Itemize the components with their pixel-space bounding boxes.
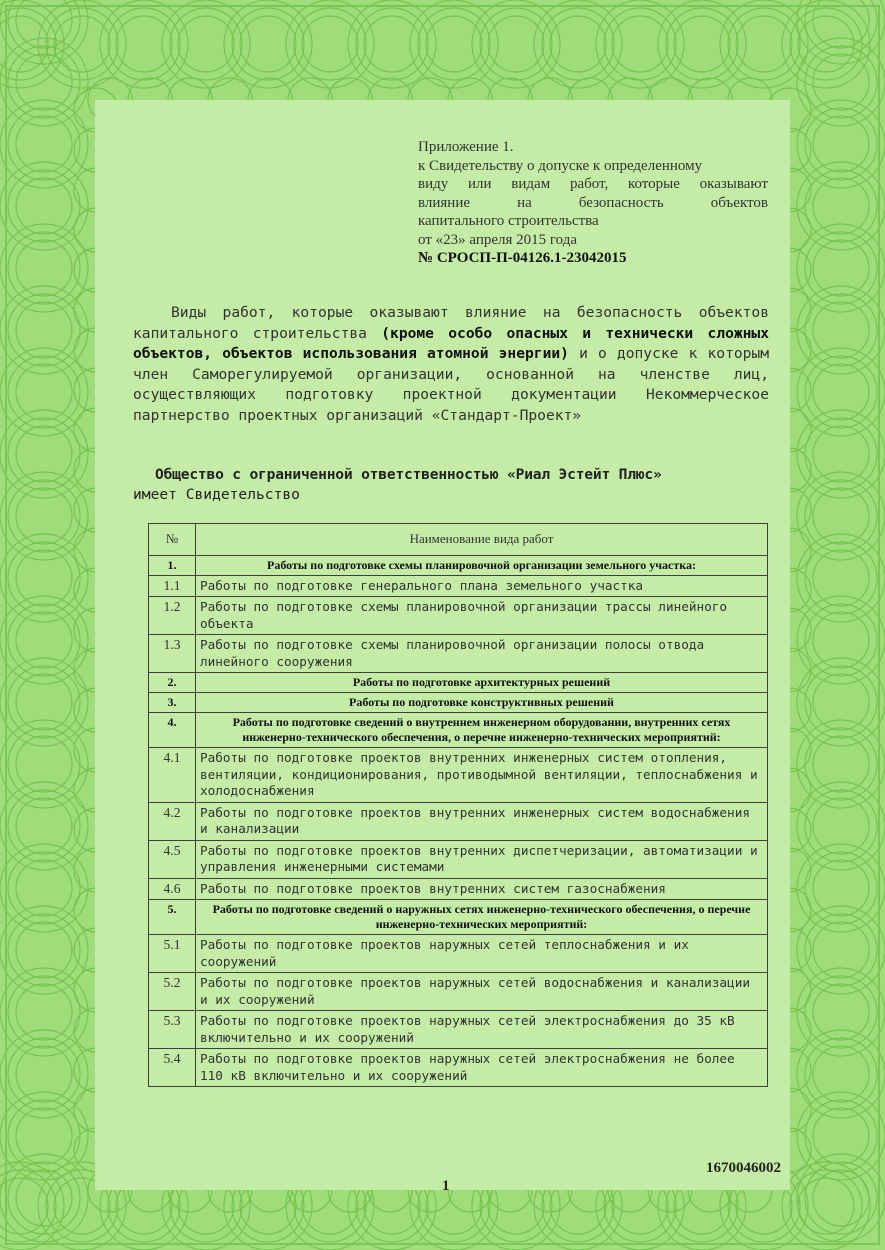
row-number: 1.3	[149, 635, 196, 673]
table-section-row	[149, 900, 768, 935]
table-row	[149, 597, 768, 635]
row-work-name: Работы по подготовке проектов наружных сетей электроснабжения не более 110 кВ включительно и их сооружений	[196, 1049, 768, 1087]
table-row	[149, 1011, 768, 1049]
row-work-name: Работы по подготовке проектов наружных сетей теплоснабжения и их сооружений	[196, 935, 768, 973]
table-header-num: №	[149, 524, 196, 556]
row-work-name: Работы по подготовке сведений о наружных сетях инженерно-технического обеспечения, о перечне инженерно-технических мероприятий:	[196, 900, 768, 935]
appendix-line: влияние на безопасность объектов	[418, 194, 768, 211]
row-work-name: Работы по подготовке проектов внутренних диспетчеризации, автоматизации и управления инженерными системами	[196, 840, 768, 878]
row-work-name: Работы по подготовке схемы планировочной организации земельного участка:	[196, 555, 768, 575]
row-work-name: Работы по подготовке архитектурных решений	[196, 673, 768, 693]
row-number: 5.3	[149, 1011, 196, 1049]
row-work-name: Работы по подготовке схемы планировочной организации полосы отвода линейного сооружения	[196, 635, 768, 673]
row-number: 1.	[149, 555, 196, 575]
row-work-name: Работы по подготовке проектов наружных сетей электроснабжения до 35 кВ включительно и их сооружений	[196, 1011, 768, 1049]
row-work-name: Работы по подготовке сведений о внутреннем инженерном оборудовании, внутренних сетях инженерно-технического обеспечения, о перечне инженерно-технических мероприятий:	[196, 713, 768, 748]
table-row	[149, 748, 768, 803]
appendix-line: к Свидетельству о допуске к определенному	[418, 157, 703, 174]
table-header-name: Наименование вида работ	[196, 524, 768, 556]
row-number: 4.1	[149, 748, 196, 803]
row-number: 5.1	[149, 935, 196, 973]
serial-number: 1670046002	[706, 1160, 781, 1176]
appendix-line: виду или видам работ, которые оказывают	[418, 176, 768, 192]
table-row	[149, 935, 768, 973]
row-work-name: Работы по подготовке генерального плана земельного участка	[196, 575, 768, 597]
intro-text: и о допуске к которым член Саморегулируемой организации, основанной на членстве лиц, осуществляющих подготовку проектной документации Некоммерческое партнерство проектных организаций «Стандарт-Проект»	[133, 345, 769, 424]
row-work-name: Работы по подготовке проектов внутренних инженерных систем водоснабжения и канализации	[196, 802, 768, 840]
row-number: 4.2	[149, 802, 196, 840]
row-number: 4.5	[149, 840, 196, 878]
appendix-title: Приложение 1.	[418, 139, 514, 155]
row-number: 1.2	[149, 597, 196, 635]
row-number: 4.	[149, 713, 196, 748]
intro-paragraph	[133, 303, 769, 427]
row-number: 4.6	[149, 878, 196, 900]
row-number: 1.1	[149, 575, 196, 597]
organization-suffix: имеет Свидетельство	[133, 486, 300, 503]
table-row	[149, 878, 768, 900]
row-work-name: Работы по подготовке проектов наружных сетей водоснабжения и канализации и их сооружений	[196, 973, 768, 1011]
page-number: 1	[442, 1178, 450, 1194]
row-work-name: Работы по подготовке проектов внутренних систем газоснабжения	[196, 878, 768, 900]
appendix-header	[418, 138, 768, 268]
row-number: 5.2	[149, 973, 196, 1011]
table-section-row	[149, 713, 768, 748]
row-number: 5.4	[149, 1049, 196, 1087]
table-section-row	[149, 555, 768, 575]
organization-name: Общество с ограниченной ответственностью «Риал Эстейт Плюс»	[155, 466, 662, 483]
intro-bold-text: (кроме особо опасных и технически сложных объектов, объектов использования атомной энергии)	[133, 324, 770, 363]
row-number: 3.	[149, 693, 196, 713]
table-row	[149, 635, 768, 673]
intro-text: Виды работ, которые оказывают влияние на безопасность объектов капитального строительства	[133, 304, 769, 342]
certificate-number: № СРОСП-П-04126.1-23042015	[418, 250, 627, 266]
appendix-line: капитального строительства	[418, 213, 599, 229]
organization-block	[133, 465, 769, 505]
table-row	[149, 973, 768, 1011]
appendix-date: от «23» апреля 2015 года	[418, 231, 578, 248]
table-header-row	[149, 524, 768, 556]
row-number: 5.	[149, 900, 196, 935]
table-row	[149, 840, 768, 878]
row-number: 2.	[149, 673, 196, 693]
row-work-name: Работы по подготовке конструктивных решений	[196, 693, 768, 713]
table-row	[149, 802, 768, 840]
row-work-name: Работы по подготовке схемы планировочной организации трассы линейного объекта	[196, 597, 768, 635]
row-work-name: Работы по подготовке проектов внутренних инженерных систем отопления, вентиляции, кондиционирования, противодымной вентиляции, теплоснабжения и холодоснабжения	[196, 748, 768, 803]
table-section-row	[149, 693, 768, 713]
table-row	[149, 575, 768, 597]
table-row	[149, 1049, 768, 1087]
table-section-row	[149, 673, 768, 693]
works-table	[148, 523, 768, 1087]
